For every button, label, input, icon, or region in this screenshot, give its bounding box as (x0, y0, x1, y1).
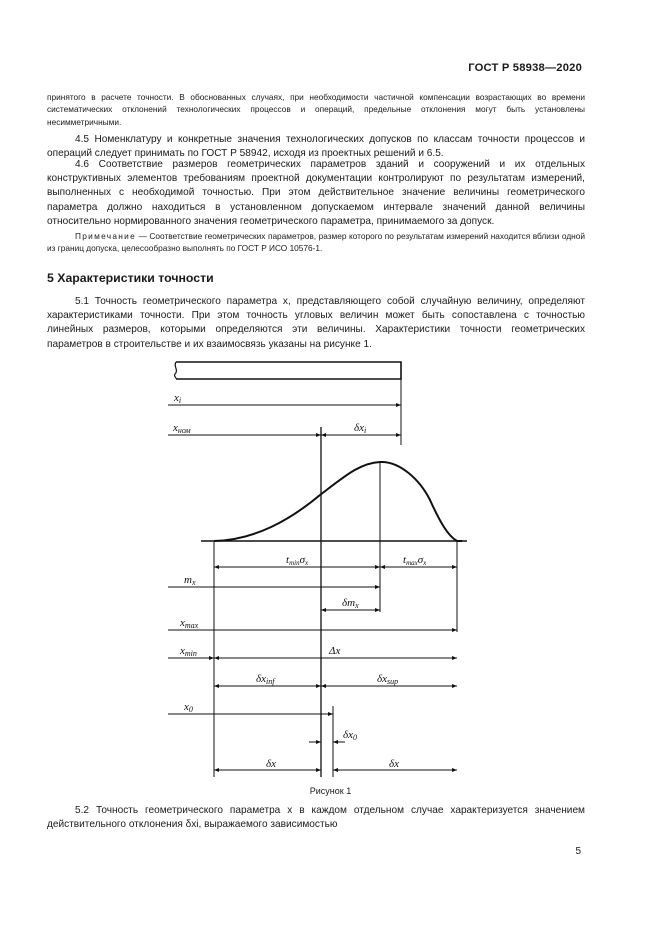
label-xi: xi (174, 392, 182, 405)
label-tmax-sigma: tmaxσx (403, 554, 427, 567)
label-dx0: δx0 (343, 729, 357, 742)
label-xnom: xном (173, 422, 191, 435)
label-dx-right: δx (389, 758, 399, 770)
label-xmax: xmax (180, 617, 199, 630)
document-number: ГОСТ Р 58938—2020 (468, 62, 582, 74)
label-dxinf: δxinf (256, 673, 275, 686)
note-label: Примечание (75, 231, 137, 241)
page-number: 5 (575, 846, 581, 857)
distribution-curve (214, 462, 462, 541)
label-dx-left: δx (266, 758, 276, 770)
label-tmin-sigma: tminσx (286, 554, 309, 567)
paragraph-4-5: 4.5 Номенклатуру и конкретные значения технологических допусков по классам точности процессов и операций следует принимать по ГОСТ Р 58942, исходя из проектных решений и 6.5. (47, 134, 585, 160)
label-dxi: δxi (354, 422, 367, 435)
note-text: — Соответствие геометрических параметров, размер которого по результатам измерений находится вблизи одной из границ допуска, целесообразно выполнять по ГОСТ Р ИСО 10576-1. (47, 231, 585, 253)
section-title: 5 Характеристики точности (47, 271, 214, 285)
paragraph-5-2: 5.2 Точность геометрического параметра x в каждом отдельном случае характеризуется значением действительного отклонения δxi, выражаемого зависимостью (47, 805, 585, 831)
label-xmin: xmin (180, 645, 197, 658)
label-dxsup: δxsup (377, 673, 399, 686)
element-bar (176, 362, 401, 379)
paragraph-5-1: 5.1 Точность геометрического параметра x, представляющего собой случайную величину, определяют характеристиками точности. При этом точность угловых величин может быть сопоставлена с точностью линейных размеров, которыми определяются эти величины. Характеристики точности геометрических параметров в строительстве и их взаимосвязь указаны на рисунке 1. (47, 296, 585, 350)
label-delta-x: Δx (329, 645, 341, 657)
figure-caption: Рисунок 1 (309, 786, 352, 796)
paragraph-4-6: 4.6 Соответствие размеров геометрических параметров зданий и сооружений и их отдельных конструктивных элементов требованиям проектной документации контролируют по результатам измерений, выполненных с необходимой точностью. При этом действительное значение величины геометрического параметра должно находиться в установленном допускаемом интервале значений данной величины относительно нормированного значения геометрического параметра, принимаемого за допуск. (47, 159, 585, 227)
paragraph-continuation: принятого в расчете точности. В обоснованных случаях, при необходимости частичной компенсации возрастающих во времени систематических отклонений технологических процессов и операций, предельные отклонения могут быть установлены несимметричными. (47, 92, 585, 127)
label-x0: x0 (184, 701, 193, 714)
element-break (174, 362, 176, 379)
label-mx: mx (184, 574, 196, 587)
label-dmx: δmx (342, 597, 359, 610)
